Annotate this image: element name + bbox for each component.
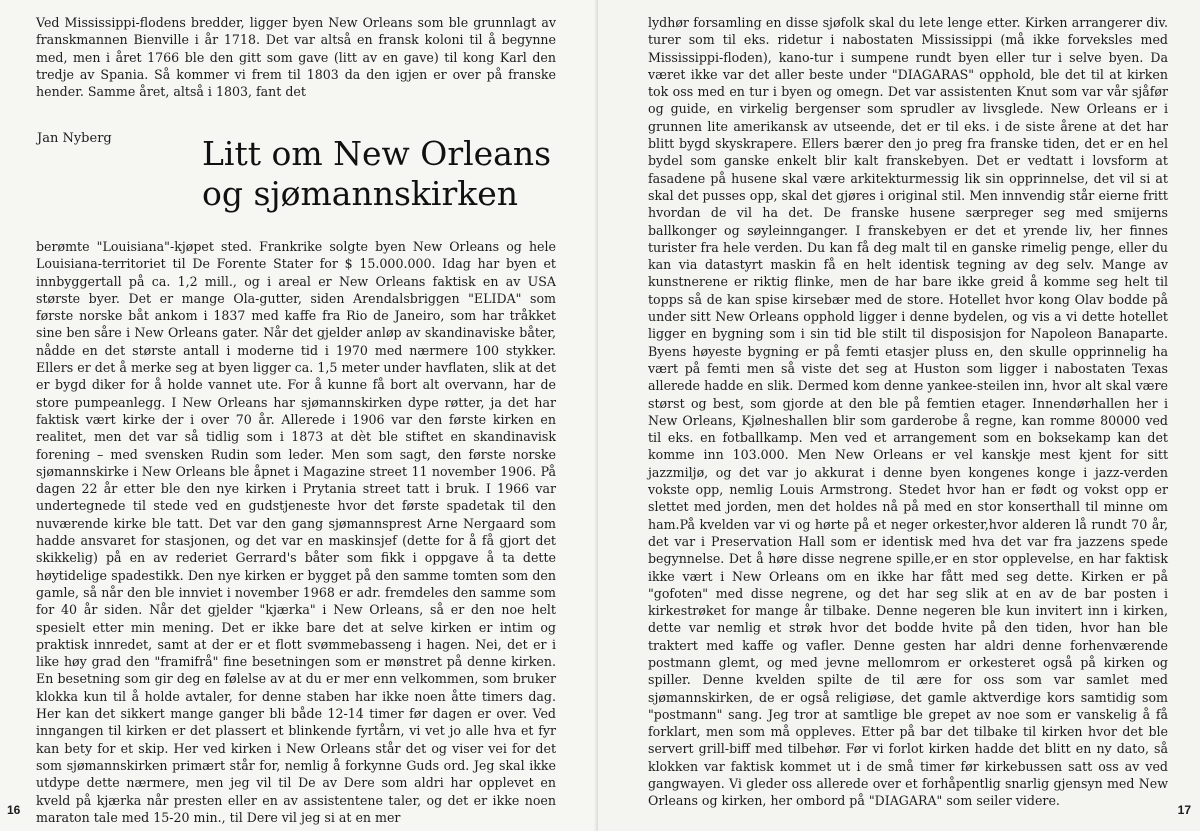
author-byline: Jan Nyberg <box>37 131 112 146</box>
page-number-right: 17 <box>1177 803 1191 817</box>
article-title <box>202 134 551 214</box>
left-body-text: berømte "Louisiana"-kjøpet sted. Frankrike solgte byen New Orleans og hele Louisiana-territoriet til De Forente Stater for $ 15.000.000. Idag har byen et innbyggertall på ca. 1,2 mill., og i areal er New Orleans faktisk en av USA største byer. Det er mange Ola-gutter, siden Arendalsbriggen "ELIDA" som første norske båt ankom i 1837 med kaffe fra Rio de Janeiro, som har tråkket sine ben såre i New Orleans gater. Når det gjelder anløp av skandinaviske båter, nådde en det største antall i moderne tid i 1970 med nærmere 100 stykker. Ellers er det å merke seg at byen ligger ca. 1,5 meter under havflaten, slik at det er bygd diker for å holde vannet ute. For å kunne få bort alt overvann, har de store pumpeanlegg. I New Orleans har sjømannskirken dype røtter, ja det har faktisk vært kirke der i over 70 år. Allerede i 1906 var den første kirken en realitet, men det var så tidlig som i 1873 at dèt ble stiftet en skandinavisk forening – med svensken Rudin som leder. Men som sagt, den første norske sjømannskirke i New Orleans ble åpnet i Magazine street 11 november 1906. På dagen 22 år etter ble den nye kirken i Prytania street tatt i bruk. I 1966 var undertegnede til stede ved en gudstjeneste hvor det første spadetak til den nuværende kirke ble tatt. Det var den gang sjømannsprest Arne Nergaard som hadde ansvaret for stasjonen, og det var en maskinsjef (dette for å få gjort det skikkelig) på en av rederiet Gerrard's båter som fikk i oppgave å ta dette høytidelige spadestikk. Den nye kirken er bygget på den samme tomten som den gamle, så når den ble innviet i november 1968 er adr. fremdeles den samme som for 40 år siden. Når det gjelder "kjærka" i New Orleans, så er den noe helt spesielt etter min mening. Det er ikke bare det at selve kirken er intim og praktisk innredet, samt at der er et flott svømmebasseng i hagen. Nei, det er i like høy grad den "framifrå" fine besetningen som er mønstret på denne kirken. En besetning som gir deg en følelse av at du er mer enn velkommen, som bruker klokka kun til å holde avtaler, for denne staben har ikke noen åtte timers dag. Her kan det sikkert mange ganger bli både 12-14 timer før dagen er over. Ved inngangen til kirken er det plassert et blinkende fyrtårn, vi vet jo alle hva et fyr kan bety for et skip. Her ved kirken i New Orleans står det og viser vei for det som sjømannskirken primært står for, nemlig å forkynne Guds ord. Jeg skal ikke utdype dette nærmere, men jeg vil til De av Dere som aldri har opplevet en kveld på kjærka når presten eller en av assistentene taler, og det er ikke noen maraton tale med 15-20 min., til Dere vil jeg si at en mer <box>36 239 556 825</box>
title-line-2: og sjømannskirken <box>202 174 519 213</box>
page-number-left: 16 <box>7 803 21 817</box>
left-page <box>0 0 598 831</box>
right-page <box>598 0 1200 831</box>
title-line-1: Litt om New Orleans <box>202 134 552 173</box>
right-body-text: lydhør forsamling en disse sjøfolk skal du lete lenge etter. Kirken arrangerer div. turer som til eks. ridetur i nabostaten Mississippi (må ikke forveksles med Mississippi-floden), kano-tur i sumpene rundt byen eller tur i selve byen. Da været ikke var det aller beste under "DIAGARAS" opphold, ble det til at kirken tok oss med en tur i byen og omegn. Det var assistenten Knut som var vår sjåfør og guide, en virkelig bergenser som sprudler av livsglede. New Orleans er i grunnen lite amerikansk av utseende, det er til eks. i de siste årene at det har blitt bygd skyskrapere. Ellers bærer den jo preg fra franske tiden, det er en hel bydel som ganske enkelt blir kalt franskebyen. Det er vedtatt i lovsform at fasadene på husene skal være arkitekturmessig lik sin opprinnelse, det vil si at skal det pusses opp, skal det gjøres i original stil. Men innvendig står eierne fritt hvordan de vil ha det. De franske husene særpreger seg med smijerns ballkonger og søyleinnganger. I franskebyen er det et yrende liv, her finnes turister fra hele verden. Du kan få deg malt til en ganske rimelig penge, eller du kan via datastyrt maskin få en helt identisk tegning av deg selv. Mange av kunstnerene er riktig flinke, men de har bare ikke greid å komme seg helt til topps så de kan spise kirsebær med de store. Hotellet hvor kong Olav bodde på under sitt New Orleans opphold ligger i denne bydelen, og vis a vi dette hotellet ligger en bygning som i sin tid ble stilt til disposisjon for Napoleon Banaparte. Byens høyeste bygning er på femti etasjer pluss en, den skulle opprinnelig ha vært på femti men så viste det seg at Huston som ligger i nabostaten Texas allerede hadde en slik. Dermed kom denne yankee-steilen inn, hvor alt skal være størst og best, som gjorde at den ble på femtien etager. Innendørhallen her i New Orleans, Kjølneshallen blir som garderobe å regne, kan romme 80000 ved til eks. en fotballkamp. Men ved et arrangement som en boksekamp kan det komme inn 103.000. Men New Orleans er vel kanskje mest kjent for sitt jazzmiljø, og det var jo akkurat i denne byen kongenes konge i jazz-verden vokste opp, nemlig Louis Armstrong. Stedet hvor han er født og vokst opp er slettet med jorden, men det holdes nå på med en stor konserthall til minne om ham.På kvelden var vi og hørte på et neger orkester,hvor alderen lå rundt 70 år, det var i Preservation Hall som er identisk med hva det var fra jazzens spede begynnelse. Det å høre disse negrene spille,er en stor opplevelse, en har faktisk ikke vært i New Orleans om en ikke har fått med seg dette. Kirken er på "gofoten" med disse negrene, og det har seg slik at en av de bar posten i kirkestrøket for mange år tilbake. Denne negeren ble kun invitert inn i kirken, dette var nemlig et strøk hvor det bodde hvite på den tiden, hvor han ble traktert med kaffe og vafler. Denne gesten har aldri denne forhenværende postmann glemt, og med jevne mellomrom er orkesteret også på kirken og spiller. Denne kvelden spilte de til ære for oss som var samlet med sjømannskirken, de er også religiøse, det gamle aktverdige kors samtidig som "postmann" sang. Jeg tror at samtlige ble grepet av noe som er vanskelig å få forklart, men som må oppleves. Etter på bar det tilbake til kirken hvor det ble servert grill-biff med tilbehør. Før vi forlot kirken hadde det blitt en ny dato, så klokken var faktisk kommet ut i de små timer før kirkebussen satt oss av ved gangwayen. Vi gleder oss allerede over et forhåpentlig snarlig gjensyn med New Orleans og kirken, her ombord på "DIAGARA" som seiler videre. <box>648 15 1168 809</box>
intro-paragraph: Ved Mississippi-flodens bredder, ligger byen New Orleans som ble grunnlagt av franskmannen Bienville i år 1718. Det var altså en fransk koloni til å begynne med, men i året 1766 ble den gitt som gave (litt av en gave) til kong Karl den tredje av Spania. Så kommer vi frem til 1803 da den igjen er over på franske hender. Samme året, altså i 1803, fant det <box>36 15 556 100</box>
